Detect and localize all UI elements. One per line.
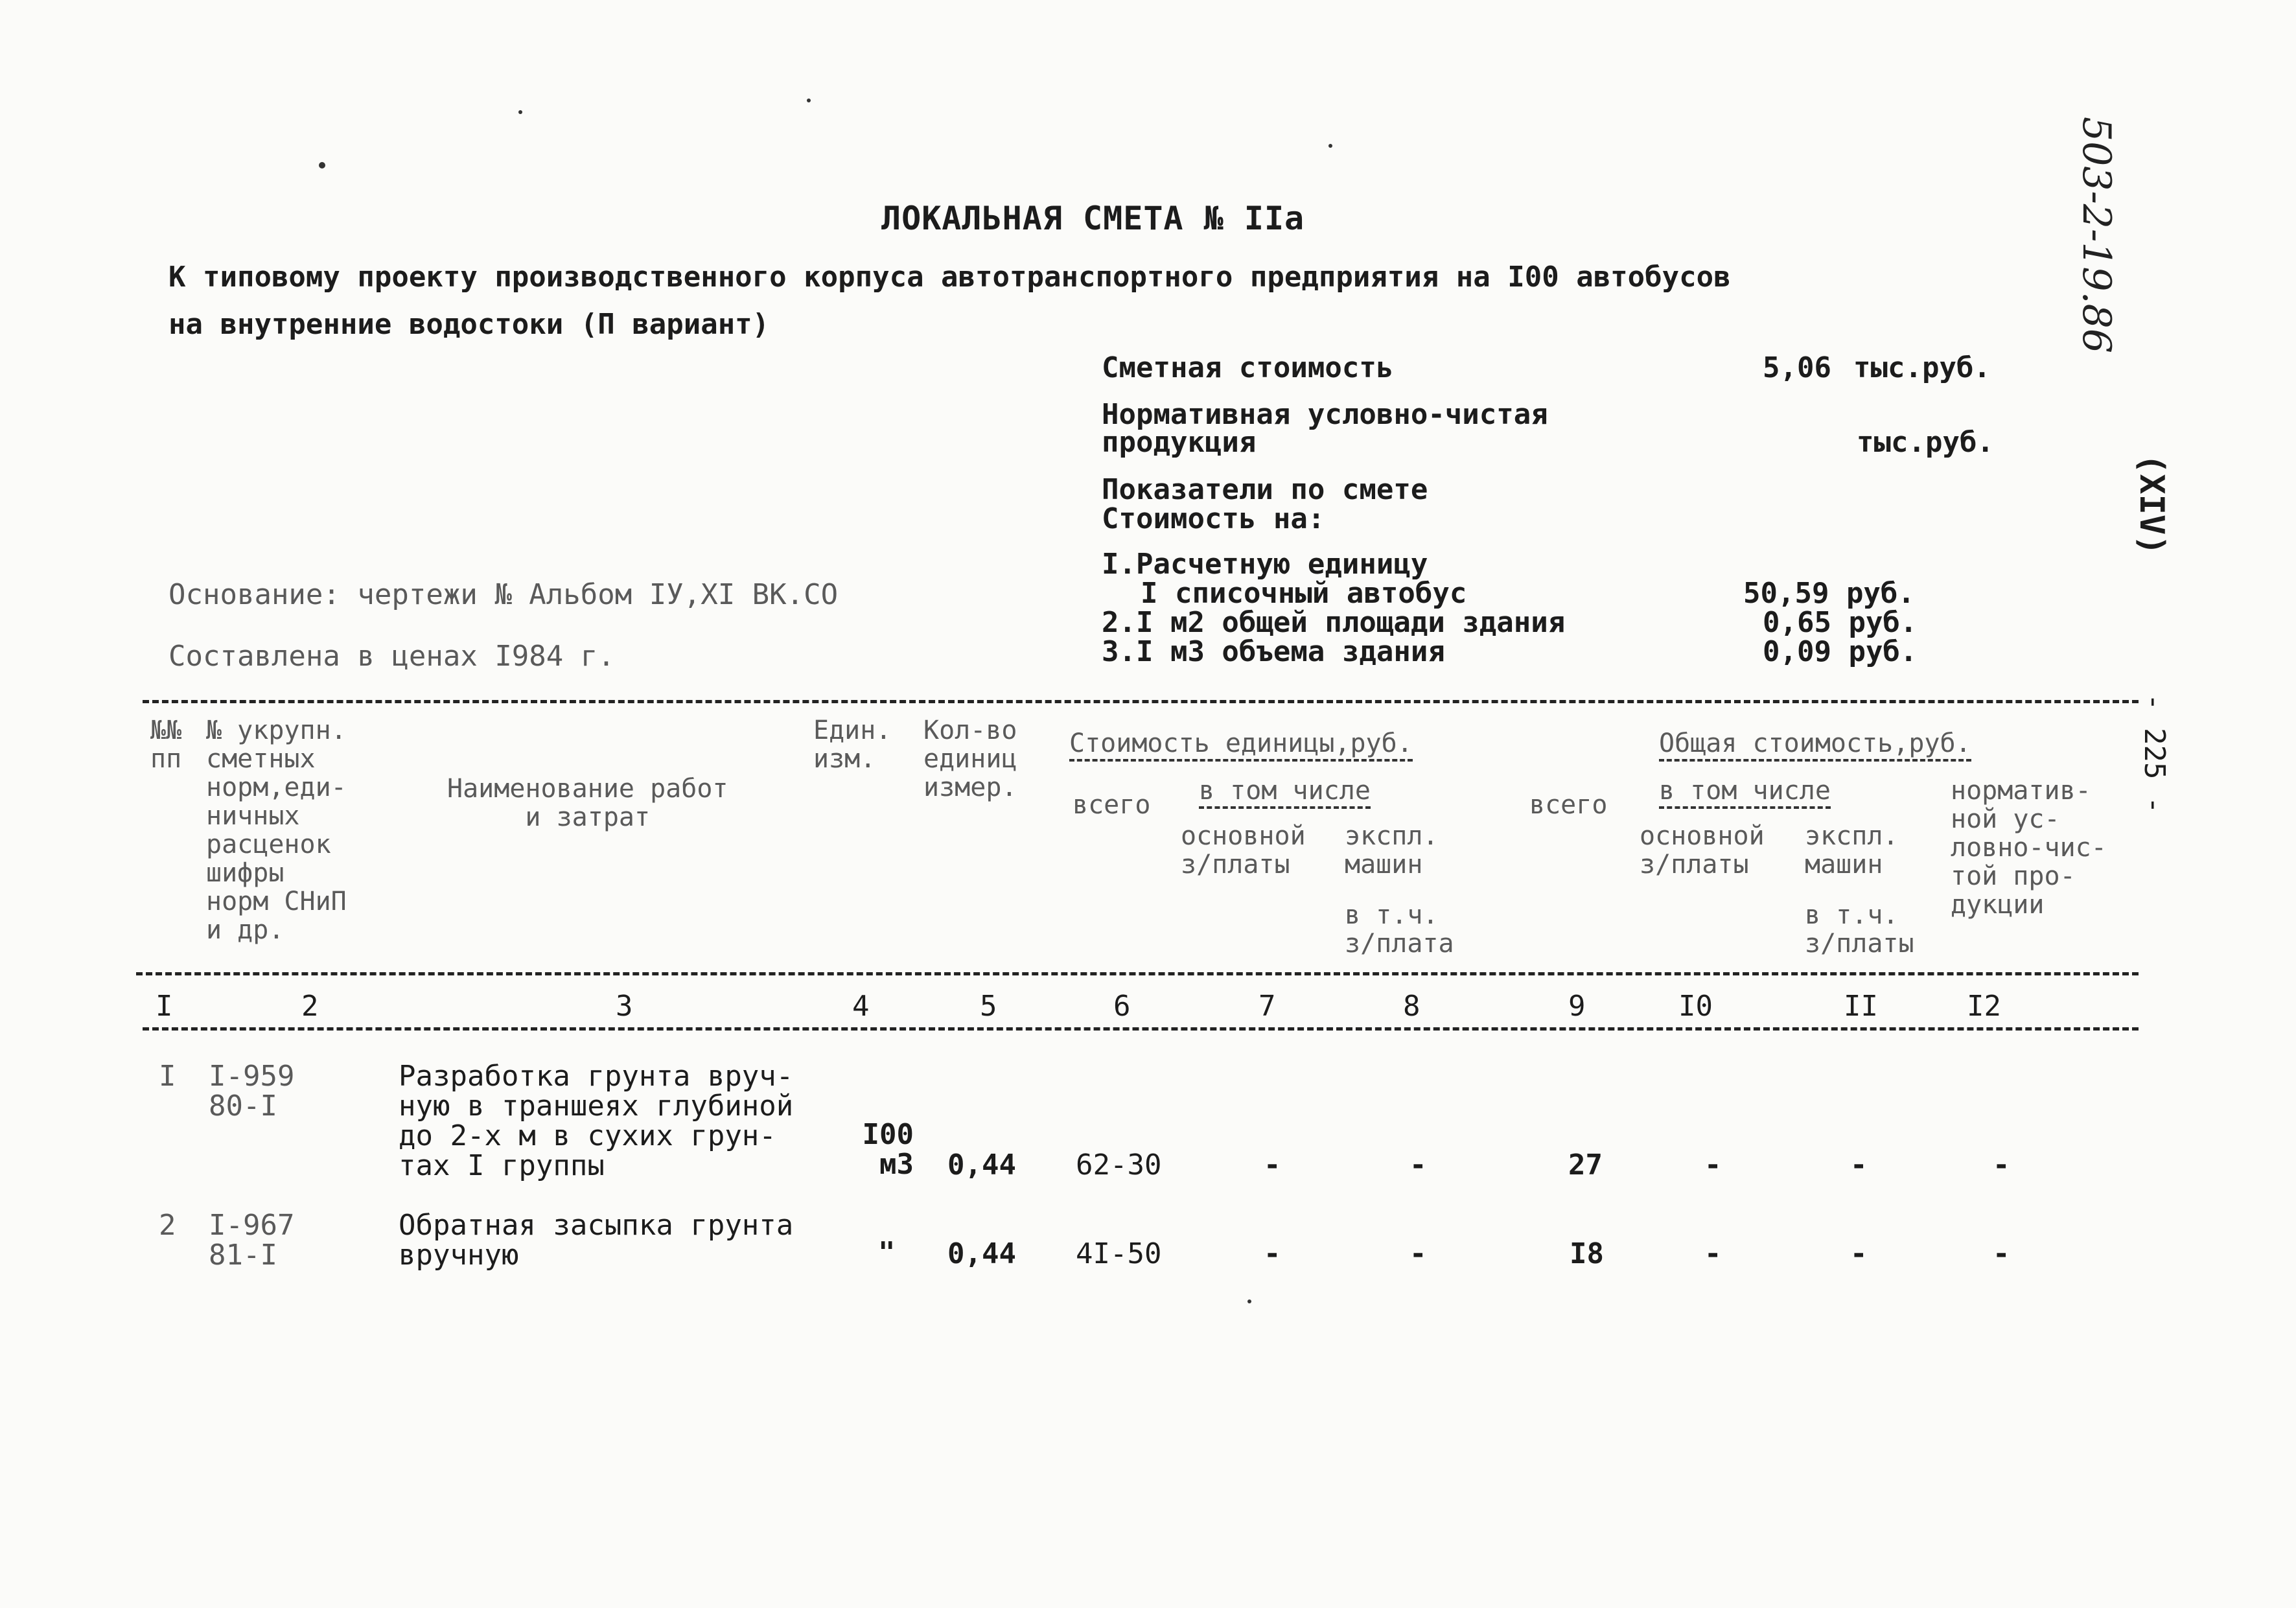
row-unit-all: 62-30 (1076, 1148, 1162, 1182)
cost-label: Сметная стоимость (1102, 351, 1394, 384)
header-total-basic: основной з/платы (1640, 821, 1765, 880)
header-unit-incl: в том числе (1199, 776, 1371, 809)
header-total-all: всего (1529, 790, 1608, 820)
scan-speck (1328, 144, 1332, 148)
header-total-machines: экспл. машин (1805, 821, 1899, 880)
row-unit-basic: - (1264, 1237, 1281, 1270)
colnum-1: I (156, 990, 173, 1023)
row-total-all: 27 (1568, 1148, 1603, 1182)
row-unit-machines: - (1409, 1237, 1427, 1270)
row-total-basic: - (1704, 1237, 1722, 1270)
row-total-machines: - (1850, 1148, 1868, 1182)
indicator-1-sub: I списочный автобус (1141, 577, 1467, 610)
colnum-rule (143, 1027, 2139, 1031)
subtitle-line-1: К типовому проекту производственного корпуса автотранспортного предприятия на I00 автобусов (168, 261, 1731, 294)
colnum-2: 2 (301, 990, 319, 1023)
header-col-1: №№ пп (150, 716, 182, 774)
header-unit-machines: экспл. машин (1345, 821, 1439, 880)
colnum-3: 3 (616, 990, 633, 1023)
row-unit-machines: - (1409, 1148, 1427, 1182)
row-unit: " (878, 1236, 896, 1269)
row-qty: 0,44 (947, 1148, 1016, 1182)
colnum-9: 9 (1568, 990, 1586, 1023)
colnum-12: I2 (1967, 990, 2001, 1023)
document-code: 503-2-19.86 (2074, 117, 2119, 354)
normative-unit: тыс.руб. (1857, 426, 1994, 459)
indicators-label: Показатели по смете (1102, 473, 1428, 506)
row-total-machines: - (1850, 1237, 1868, 1270)
header-col-5: Кол-во единиц измер. (923, 716, 1017, 802)
table-top-rule (143, 700, 2139, 703)
scan-speck (518, 110, 522, 114)
indicator-1-value: 50,59 руб. (1743, 577, 1915, 610)
subtitle-line-2: на внутренние водостоки (П вариант) (168, 308, 770, 341)
indicator-1-label: I.Расчетную единицу (1102, 548, 1428, 581)
colnum-5: 5 (980, 990, 997, 1023)
indicator-2-value: 0,65 руб. (1763, 606, 1918, 639)
row-unit: I00 м3 (862, 1118, 914, 1181)
header-col-2: № укрупн. сметных норм,еди- ничных расценок шифры норм СНиП и др. (206, 716, 347, 945)
normative-label-1: Нормативная условно-чистая (1102, 398, 1548, 431)
row-code: I-959 80-I (209, 1060, 295, 1123)
cost-value: 5,06 (1763, 351, 1831, 384)
normative-label-2: продукция (1102, 426, 1257, 459)
row-name: Разработка грунта вруч- ную в траншеях глубиной до 2-х м в сухих грун- тах I группы (399, 1060, 794, 1182)
header-col-3: Наименование работ и затрат (447, 774, 728, 832)
header-unit-basic: основной з/платы (1181, 821, 1306, 880)
row-name: Обратная засыпка грунта вручную (399, 1209, 794, 1272)
row-normative: - (1993, 1237, 2010, 1270)
colnum-6: 6 (1113, 990, 1131, 1023)
page-number: - 225 - (2138, 693, 2171, 814)
row-total-basic: - (1704, 1148, 1722, 1182)
cost-on-label: Стоимость на: (1102, 502, 1325, 535)
indicator-3-label: 3.I м3 объема здания (1102, 635, 1445, 668)
prices-text: Составлена в ценах I984 г. (168, 640, 615, 673)
row-total-all: I8 (1570, 1237, 1604, 1270)
row-num: I (159, 1060, 176, 1093)
header-total-incl: в том числе (1659, 776, 1831, 809)
indicator-2-label: 2.I м2 общей площади здания (1102, 606, 1566, 639)
header-total-cost-group: Общая стоимость,руб. (1659, 729, 1971, 762)
row-unit-basic: - (1264, 1148, 1281, 1182)
volume-mark: (XIV) (2132, 454, 2171, 555)
colnum-4: 4 (852, 990, 870, 1023)
row-qty: 0,44 (947, 1237, 1016, 1270)
row-unit-all: 4I-50 (1076, 1237, 1162, 1270)
header-unit-all: всего (1073, 790, 1151, 820)
scan-speck (807, 99, 811, 102)
row-num: 2 (159, 1209, 176, 1242)
colnum-11: II (1844, 990, 1878, 1023)
colnum-8: 8 (1403, 990, 1421, 1023)
basis-text: Основание: чертежи № Альбом IУ,XI ВК.СО (168, 578, 839, 611)
page-title: ЛОКАЛЬНАЯ СМЕТА № IIа (881, 200, 1305, 237)
indicator-3-value: 0,09 руб. (1763, 635, 1918, 668)
row-normative: - (1993, 1148, 2010, 1182)
table-header-rule (136, 972, 2139, 975)
header-col-4: Един. изм. (813, 716, 892, 774)
header-total-machines-wage: в т.ч. з/платы (1805, 900, 1914, 959)
colnum-7: 7 (1258, 990, 1276, 1023)
header-normative: норматив- ной ус- ловно-чис- той про- дукции (1951, 776, 2107, 920)
scan-speck (319, 162, 325, 169)
header-unit-machines-wage: в т.ч. з/плата (1345, 900, 1454, 959)
cost-unit: тыс.руб. (1853, 351, 1991, 384)
colnum-10: I0 (1678, 990, 1713, 1023)
row-code: I-967 81-I (209, 1209, 295, 1272)
header-unit-cost-group: Стоимость единицы,руб. (1069, 729, 1413, 762)
scan-speck (1247, 1299, 1251, 1303)
